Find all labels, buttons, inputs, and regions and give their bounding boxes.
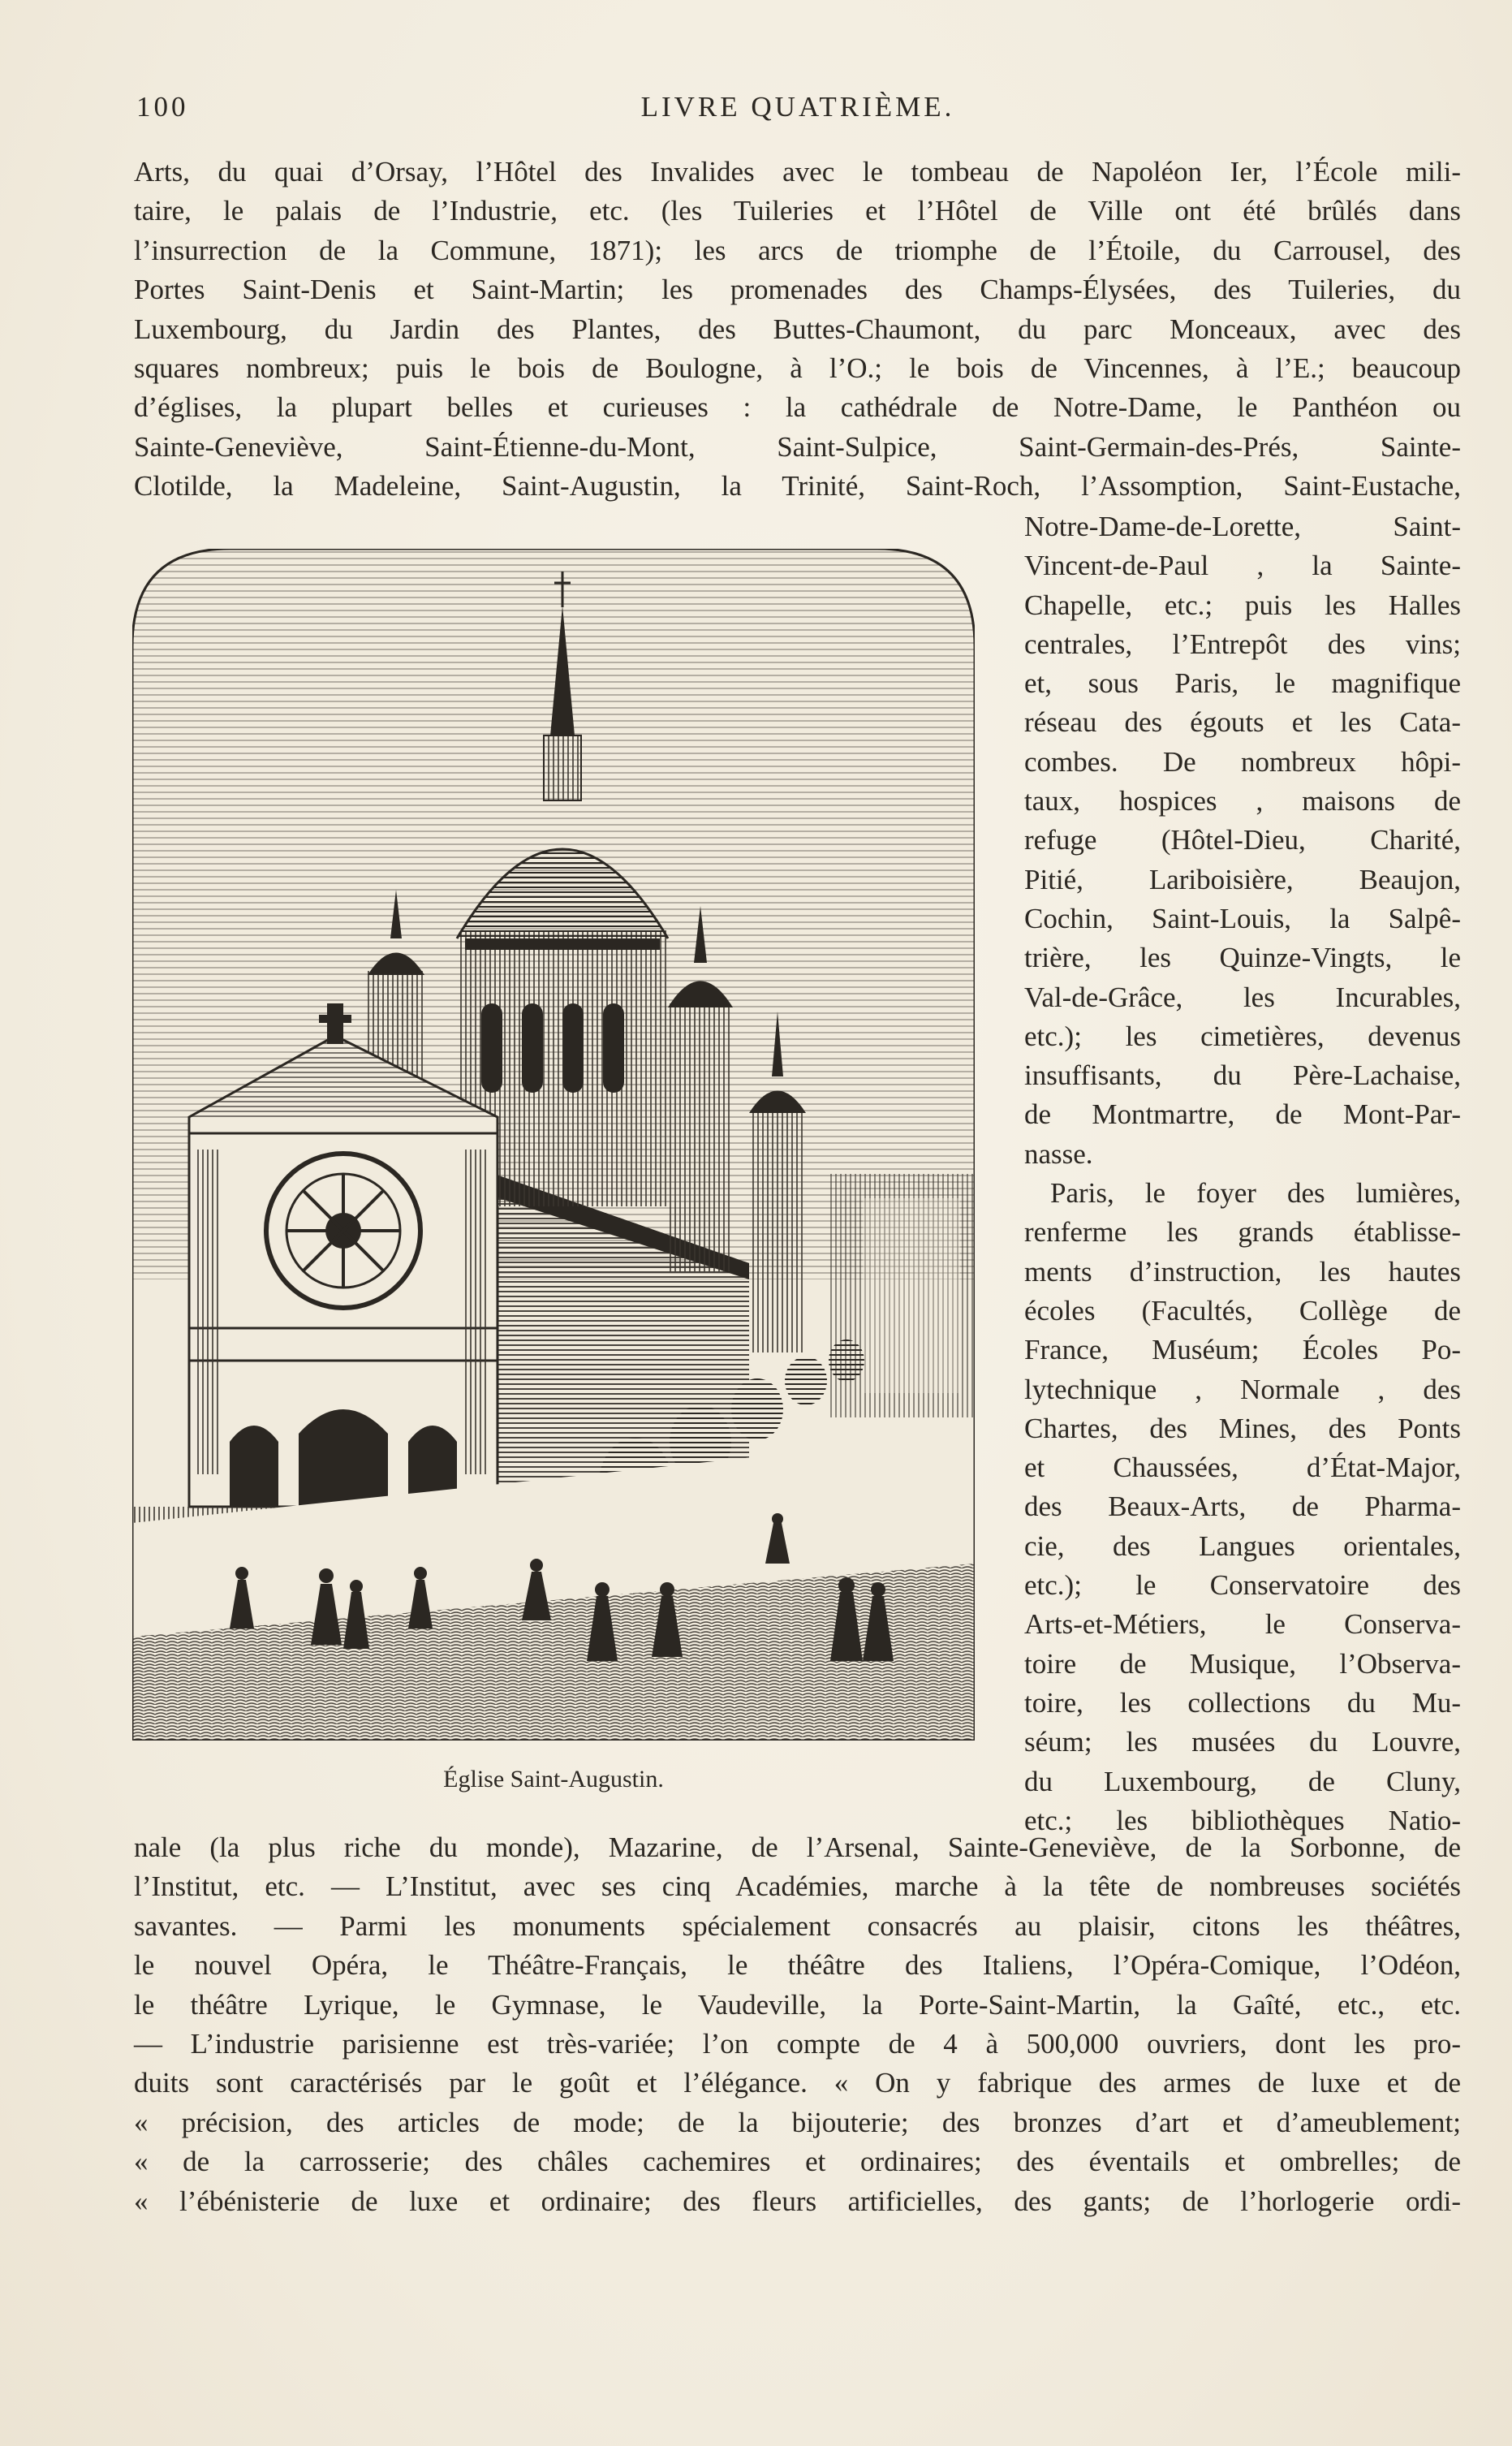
text-line: Pitié, Lariboisière, Beaujon,: [1024, 863, 1461, 895]
text-line: lytechnique , Normale , des: [1024, 1373, 1461, 1405]
text-line: du Luxembourg, de Cluny,: [1024, 1765, 1461, 1797]
church-engraving: [132, 549, 975, 1741]
text-line: et, sous Paris, le magnifique: [1024, 667, 1461, 700]
text-line: Vincent-de-Paul , la Sainte-: [1024, 550, 1461, 582]
text-line: le théâtre Lyrique, le Gymnase, le Vaudeville, la Porte-Saint-Martin, la Gaîté, etc., etc.: [134, 1988, 1461, 2021]
text-line: insuffisants, du Père-Lachaise,: [1024, 1059, 1461, 1092]
text-line: etc.); le Conservatoire des: [1024, 1569, 1461, 1602]
text-line: séum; les musées du Louvre,: [1024, 1726, 1461, 1758]
text-line: taux, hospices , maisons de: [1024, 785, 1461, 817]
text-line: — L’industrie parisienne est très-variée; l’on compte de 4 à 500,000 ouvriers, dont les pro-: [134, 2027, 1461, 2060]
text-line: combes. De nombreux hôpi-: [1024, 745, 1461, 778]
text-line: Arts-et-Métiers, le Conserva-: [1024, 1608, 1461, 1641]
text-line: toire de Musique, l’Observa-: [1024, 1647, 1461, 1680]
text-line: taire, le palais de l’Industrie, etc. (les Tuileries et l’Hôtel de Ville ont été brûlés dans: [134, 195, 1461, 227]
text-line: « précision, des articles de mode; de la bijouterie; des bronzes d’art et d’ameublement;: [134, 2106, 1461, 2138]
text-line: Arts, du quai d’Orsay, l’Hôtel des Invalides avec le tombeau de Napoléon Ier, l’École mili-: [134, 156, 1461, 188]
text-line: renferme les grands établisse-: [1024, 1216, 1461, 1249]
text-line: l’insurrection de la Commune, 1871); les arcs de triomphe de l’Étoile, du Carrousel, des: [134, 234, 1461, 266]
text-line: ments d’instruction, les hautes: [1024, 1255, 1461, 1288]
text-line: nale (la plus riche du monde), Mazarine, de l’Arsenal, Sainte-Geneviève, de la Sorbonne, de: [134, 1831, 1461, 1863]
text-line: Chartes, des Mines, des Ponts: [1024, 1412, 1461, 1444]
text-line: Paris, le foyer des lumières,: [1050, 1177, 1461, 1210]
text-line: le nouvel Opéra, le Théâtre-Français, le théâtre des Italiens, l’Opéra-Comique, l’Odéon,: [134, 1949, 1461, 1982]
text-line: etc.; les bibliothèques Natio-: [1024, 1804, 1461, 1836]
figure-caption: Église Saint-Augustin.: [443, 1766, 664, 1792]
text-line: Sainte-Geneviève, Saint-Étienne-du-Mont, Saint-Sulpice, Saint-Germain-des-Prés, Sainte-: [134, 430, 1461, 463]
text-line: et Chaussées, d’État-Major,: [1024, 1452, 1461, 1484]
text-line: etc.); les cimetières, devenus: [1024, 1020, 1461, 1052]
text-line: France, Muséum; Écoles Po-: [1024, 1334, 1461, 1366]
text-line: « de la carrosserie; des châles cachemires et ordinaires; des éventails et ombrelles; de: [134, 2146, 1461, 2178]
text-line: réseau des égouts et les Cata-: [1024, 706, 1461, 739]
text-line: trière, les Quinze-Vingts, le: [1024, 942, 1461, 974]
text-line: Portes Saint-Denis et Saint-Martin; les promenades des Champs-Élysées, des Tuileries, du: [134, 274, 1461, 306]
text-line: Luxembourg, du Jardin des Plantes, des Buttes-Chaumont, du parc Monceaux, avec des: [134, 313, 1461, 345]
side-column-text: [1024, 507, 1461, 1840]
bottom-paragraph: [134, 1828, 1461, 2221]
text-line: Clotilde, la Madeleine, Saint-Augustin, la Trinité, Saint-Roch, l’Assomption, Saint-Eustache,: [134, 470, 1461, 503]
text-line: écoles (Facultés, Collège de: [1024, 1294, 1461, 1327]
text-line: Cochin, Saint-Louis, la Salpê-: [1024, 902, 1461, 934]
text-line: centrales, l’Entrepôt des vins;: [1024, 628, 1461, 660]
text-line: de Montmartre, de Mont-Par-: [1024, 1098, 1461, 1131]
text-line: savantes. — Parmi les monuments spécialement consacrés au plaisir, citons les théâtres,: [134, 1909, 1461, 1942]
text-line: l’Institut, etc. — L’Institut, avec ses cinq Académies, marche à la tête de nombreuses sociétés: [134, 1870, 1461, 1903]
text-line: « l’ébénisterie de luxe et ordinaire; des fleurs artificielles, des gants; de l’horlogerie ordi-: [134, 2185, 1461, 2217]
text-line: Notre-Dame-de-Lorette, Saint-: [1024, 511, 1461, 542]
text-line: squares nombreux; puis le bois de Boulogne, à l’O.; le bois de Vincennes, à l’E.; beaucoup: [134, 352, 1461, 384]
engraving-eglise-saint-augustin: [132, 549, 975, 1741]
text-line: d’églises, la plupart belles et curieuses : la cathédrale de Notre-Dame, le Panthéon ou: [134, 391, 1461, 424]
text-line: des Beaux-Arts, de Pharma-: [1024, 1490, 1461, 1523]
text-line: nasse.: [1024, 1137, 1093, 1170]
running-head: [136, 91, 1459, 132]
book-title: LIVRE QUATRIÈME.: [640, 91, 955, 123]
text-line: toire, les collections du Mu-: [1024, 1686, 1461, 1719]
text-line: Chapelle, etc.; puis les Halles: [1024, 589, 1461, 621]
text-line: Val-de-Grâce, les Incurables,: [1024, 981, 1461, 1013]
page-number: 100: [136, 91, 189, 123]
text-line: cie, des Langues orientales,: [1024, 1529, 1461, 1562]
text-line: refuge (Hôtel-Dieu, Charité,: [1024, 824, 1461, 856]
top-paragraph: [134, 153, 1461, 507]
text-line: duits sont caractérisés par le goût et l’élégance. « On y fabrique des armes de luxe et de: [134, 2067, 1461, 2099]
